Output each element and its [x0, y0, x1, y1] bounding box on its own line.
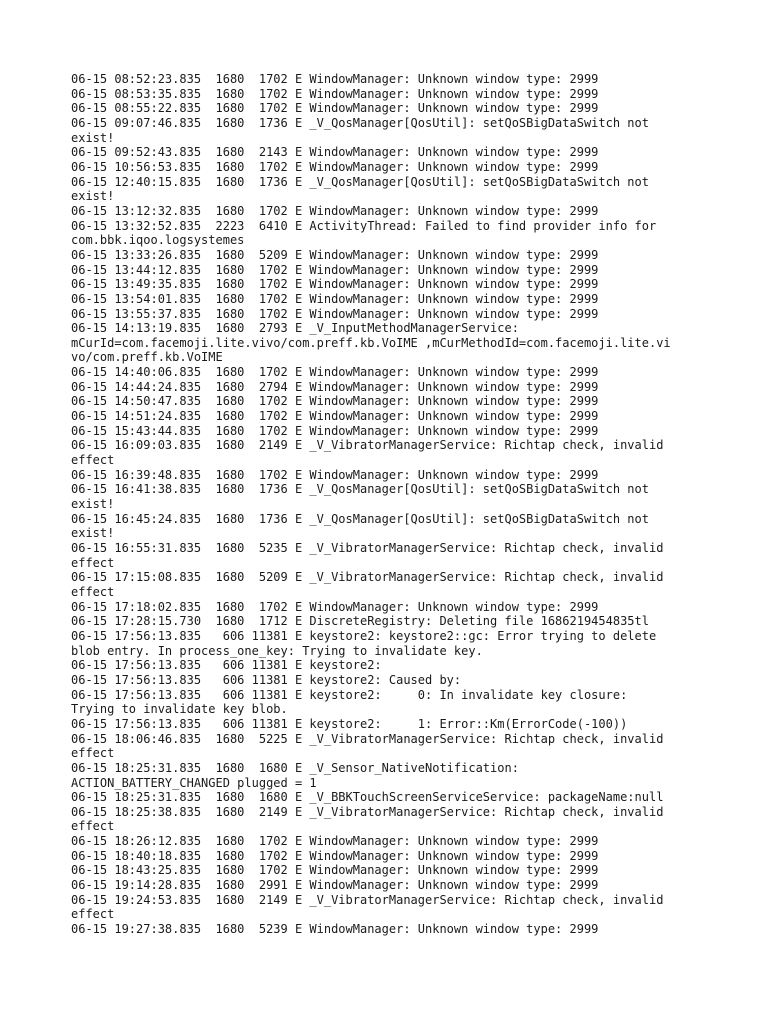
log-line: 06-15 17:56:13.835 606 11381 E keystore2: 1: Error::Km(ErrorCode(-100)) — [71, 716, 628, 731]
log-line: effect — [71, 819, 115, 834]
log-line: 06-15 17:56:13.835 606 11381 E keystore2: — [71, 658, 382, 673]
log-line: 06-15 14:51:24.835 1680 1702 E WindowManager: Unknown window type: 2999 — [71, 409, 599, 424]
log-line: effect — [71, 453, 115, 468]
log-line: 06-15 16:09:03.835 1680 2149 E _V_VibratorManagerService: Richtap check, invalid — [71, 438, 664, 453]
log-line: exist! — [71, 189, 115, 204]
log-line: 06-15 17:18:02.835 1680 1702 E WindowManager: Unknown window type: 2999 — [71, 599, 599, 614]
log-line: ACTION_BATTERY_CHANGED plugged = 1 — [71, 775, 317, 790]
log-line: Trying to invalidate key blob. — [71, 702, 288, 717]
log-line: exist! — [71, 130, 115, 145]
log-line: 06-15 13:49:35.835 1680 1702 E WindowManager: Unknown window type: 2999 — [71, 277, 599, 292]
log-line: 06-15 18:25:38.835 1680 2149 E _V_VibratorManagerService: Richtap check, invalid — [71, 804, 664, 819]
log-line: effect — [71, 584, 115, 599]
log-line: 06-15 18:25:31.835 1680 1680 E _V_BBKTouchScreenServiceService: packageName:null — [71, 790, 664, 805]
log-line: 06-15 19:14:28.835 1680 2991 E WindowManager: Unknown window type: 2999 — [71, 878, 599, 893]
log-line: 06-15 18:26:12.835 1680 1702 E WindowManager: Unknown window type: 2999 — [71, 834, 599, 849]
log-line: 06-15 14:44:24.835 1680 2794 E WindowManager: Unknown window type: 2999 — [71, 379, 599, 394]
log-line: 06-15 09:52:43.835 1680 2143 E WindowManager: Unknown window type: 2999 — [71, 145, 599, 160]
log-line: com.bbk.iqoo.logsystemes — [71, 233, 245, 248]
log-line: 06-15 08:55:22.835 1680 1702 E WindowManager: Unknown window type: 2999 — [71, 101, 599, 116]
log-line: 06-15 13:55:37.835 1680 1702 E WindowManager: Unknown window type: 2999 — [71, 306, 599, 321]
log-line: 06-15 13:12:32.835 1680 1702 E WindowManager: Unknown window type: 2999 — [71, 203, 599, 218]
log-line: 06-15 18:43:25.835 1680 1702 E WindowManager: Unknown window type: 2999 — [71, 863, 599, 878]
log-line: 06-15 18:06:46.835 1680 5225 E _V_VibratorManagerService: Richtap check, invalid — [71, 731, 664, 746]
log-line: 06-15 13:33:26.835 1680 5209 E WindowManager: Unknown window type: 2999 — [71, 247, 599, 262]
log-line: effect — [71, 746, 115, 761]
log-line: 06-15 19:24:53.835 1680 2149 E _V_VibratorManagerService: Richtap check, invalid — [71, 892, 664, 907]
log-line: 06-15 17:56:13.835 606 11381 E keystore2: 0: In invalidate key closure: — [71, 687, 628, 702]
log-line: 06-15 15:43:44.835 1680 1702 E WindowManager: Unknown window type: 2999 — [71, 423, 599, 438]
log-line: 06-15 08:52:23.835 1680 1702 E WindowManager: Unknown window type: 2999 — [71, 72, 599, 86]
log-line: 06-15 10:56:53.835 1680 1702 E WindowManager: Unknown window type: 2999 — [71, 159, 599, 174]
log-line: 06-15 16:39:48.835 1680 1702 E WindowManager: Unknown window type: 2999 — [71, 467, 599, 482]
log-document — [71, 72, 711, 937]
log-line: vo/com.preff.kb.VoIME — [71, 350, 223, 365]
log-line: 06-15 17:28:15.730 1680 1712 E DiscreteRegistry: Deleting file 1686219454835tl — [71, 614, 649, 629]
log-line: mCurId=com.facemoji.lite.vivo/com.preff.kb.VoIME ,mCurMethodId=com.facemoji.lite.vi — [71, 335, 671, 350]
log-line: 06-15 13:44:12.835 1680 1702 E WindowManager: Unknown window type: 2999 — [71, 262, 599, 277]
log-line: 06-15 17:56:13.835 606 11381 E keystore2: Caused by: — [71, 672, 462, 687]
log-line: 06-15 19:27:38.835 1680 5239 E WindowManager: Unknown window type: 2999 — [71, 922, 599, 937]
log-line: 06-15 18:25:31.835 1680 1680 E _V_Sensor_NativeNotification: — [71, 760, 519, 775]
log-line: effect — [71, 907, 115, 922]
log-line: 06-15 16:45:24.835 1680 1736 E _V_QosManager[QosUtil]: setQoSBigDataSwitch not — [71, 511, 649, 526]
log-line: 06-15 13:32:52.835 2223 6410 E ActivityThread: Failed to find provider info for — [71, 218, 657, 233]
log-line: 06-15 13:54:01.835 1680 1702 E WindowManager: Unknown window type: 2999 — [71, 291, 599, 306]
log-line: 06-15 14:50:47.835 1680 1702 E WindowManager: Unknown window type: 2999 — [71, 394, 599, 409]
log-line: exist! — [71, 526, 115, 541]
log-line: blob entry. In process_one_key: Trying to invalidate key. — [71, 643, 483, 658]
log-line: 06-15 16:41:38.835 1680 1736 E _V_QosManager[QosUtil]: setQoSBigDataSwitch not — [71, 482, 649, 497]
log-line: 06-15 17:15:08.835 1680 5209 E _V_VibratorManagerService: Richtap check, invalid — [71, 570, 664, 585]
log-line: 06-15 09:07:46.835 1680 1736 E _V_QosManager[QosUtil]: setQoSBigDataSwitch not — [71, 115, 649, 130]
log-line: 06-15 16:55:31.835 1680 5235 E _V_VibratorManagerService: Richtap check, invalid — [71, 541, 664, 555]
log-line: effect — [71, 555, 115, 570]
log-line: 06-15 14:13:19.835 1680 2793 E _V_InputMethodManagerService: — [71, 321, 519, 336]
log-line: exist! — [71, 497, 115, 512]
log-line: 06-15 17:56:13.835 606 11381 E keystore2: keystore2::gc: Error trying to delete — [71, 628, 657, 643]
log-line: 06-15 08:53:35.835 1680 1702 E WindowManager: Unknown window type: 2999 — [71, 86, 599, 101]
log-line: 06-15 14:40:06.835 1680 1702 E WindowManager: Unknown window type: 2999 — [71, 365, 599, 380]
log-line: 06-15 18:40:18.835 1680 1702 E WindowManager: Unknown window type: 2999 — [71, 848, 599, 863]
log-line: 06-15 12:40:15.835 1680 1736 E _V_QosManager[QosUtil]: setQoSBigDataSwitch not — [71, 174, 649, 189]
